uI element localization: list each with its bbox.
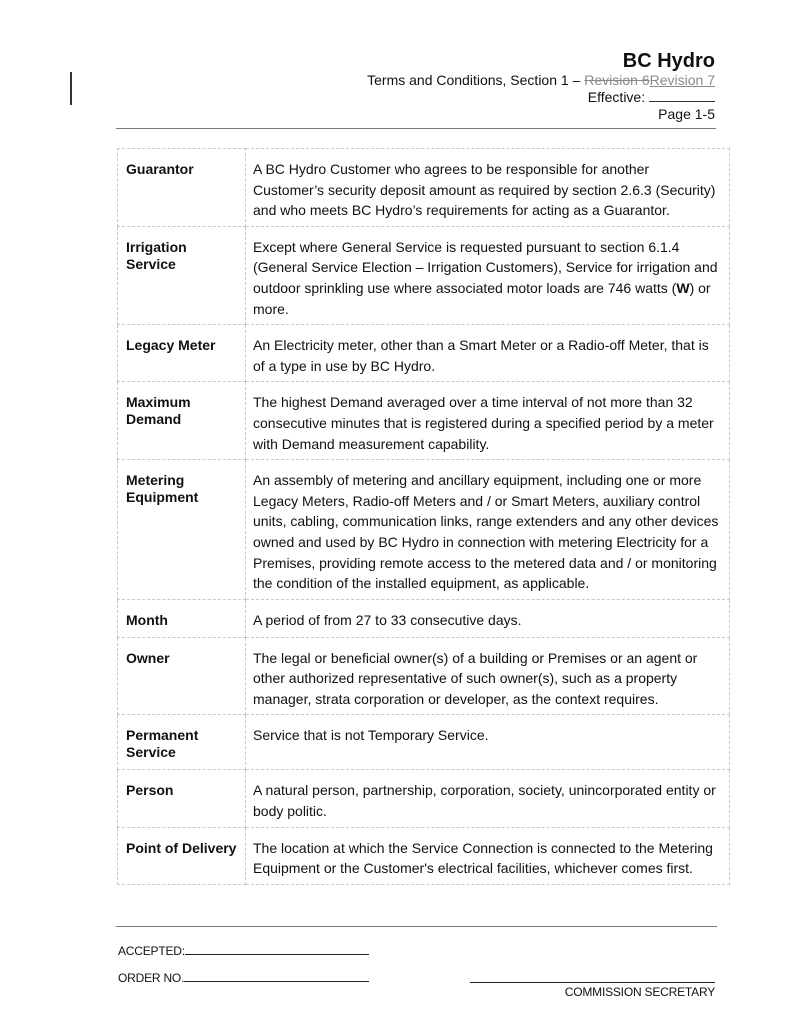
term-cell: Point of Delivery	[118, 827, 246, 884]
table-row	[118, 382, 730, 460]
revision-change-bar	[70, 72, 72, 105]
term-cell: Person	[118, 770, 246, 827]
definition-cell: A period of from 27 to 33 consecutive days.	[246, 599, 730, 637]
header-divider	[116, 128, 716, 129]
definition-cell: An assembly of metering and ancillary equipment, including one or more Legacy Meters, Radio-off Meters and / or Smart Meters, auxiliary control units, cabling, communication links, range extenders and any other devices owned and used by BC Hydro in connection with metering Electricity for a Premises, providing remote access to the metered data and / or monitoring the condition of the installed equipment, as applicable.	[246, 460, 730, 600]
table-row	[118, 599, 730, 637]
definition-cell: A natural person, partnership, corporation, society, unincorporated entity or body politic.	[246, 770, 730, 827]
term-cell: Irrigation Service	[118, 226, 246, 324]
definition-cell: The highest Demand averaged over a time interval of not more than 32 consecutive minutes that is registered during a specified period by a meter with Demand measurement capability.	[246, 382, 730, 460]
table-row	[118, 715, 730, 770]
term-cell: Owner	[118, 637, 246, 715]
table-row	[118, 460, 730, 600]
document-subtitle	[367, 72, 715, 89]
effective-label: Effective:	[587, 89, 649, 105]
accepted-label: ACCEPTED:	[118, 944, 185, 958]
effective-date	[367, 89, 715, 106]
definition-cell: A BC Hydro Customer who agrees to be responsible for another Customer’s security deposit amount as required by section 2.6.3 (Security) and who meets BC Hydro’s requirements for acting as a Guarantor.	[246, 149, 730, 227]
table-row	[118, 770, 730, 827]
effective-value	[649, 89, 715, 102]
definition-cell	[246, 226, 730, 324]
page-number: Page 1-5	[658, 106, 715, 122]
term-cell: Maximum Demand	[118, 382, 246, 460]
definitions-table	[117, 148, 730, 885]
revision-inserted: Revision 7	[649, 72, 715, 88]
definition-cell: Service that is not Temporary Service.	[246, 715, 730, 770]
subtitle-prefix: Terms and Conditions, Section 1 –	[367, 72, 585, 88]
definition-bold-text: W	[676, 279, 690, 296]
signature-line	[470, 982, 715, 983]
term-cell: Month	[118, 599, 246, 637]
definition-text: Except where General Service is requested pursuant to section 6.1.4 (General Service Election – Irrigation Customers), Service for irrigation and outdoor sprinkling use where associated motor loads are 746 watts (	[253, 238, 718, 296]
term-cell: Permanent Service	[118, 715, 246, 770]
table-row	[118, 325, 730, 382]
order-number-field	[118, 971, 369, 985]
footer-divider	[116, 926, 717, 927]
definition-cell: The legal or beneficial owner(s) of a building or Premises or an agent or other authorized representative of such owner(s), such as a property manager, strata corporation or developer, as the context requires.	[246, 637, 730, 715]
term-cell: Guarantor	[118, 149, 246, 227]
table-row	[118, 149, 730, 227]
revision-deleted: Revision 6	[584, 72, 650, 88]
term-cell: Metering Equipment	[118, 460, 246, 600]
accepted-field	[118, 944, 369, 958]
commission-secretary-label: COMMISSION SECRETARY	[564, 985, 715, 999]
table-row	[118, 637, 730, 715]
order-number-label: ORDER NO.	[118, 971, 185, 985]
table-row	[118, 827, 730, 884]
definition-cell: The location at which the Service Connection is connected to the Metering Equipment or the Customer's electrical facilities, whichever comes first.	[246, 827, 730, 884]
term-cell: Legacy Meter	[118, 325, 246, 382]
brand-title: BC Hydro	[622, 50, 715, 72]
accepted-value	[185, 944, 369, 955]
definition-text: ) or more.	[253, 279, 711, 317]
page-header	[367, 50, 715, 123]
order-number-value	[184, 971, 369, 982]
definition-cell: An Electricity meter, other than a Smart Meter or a Radio-off Meter, that is of a type in use by BC Hydro.	[246, 325, 730, 382]
table-row	[118, 226, 730, 324]
